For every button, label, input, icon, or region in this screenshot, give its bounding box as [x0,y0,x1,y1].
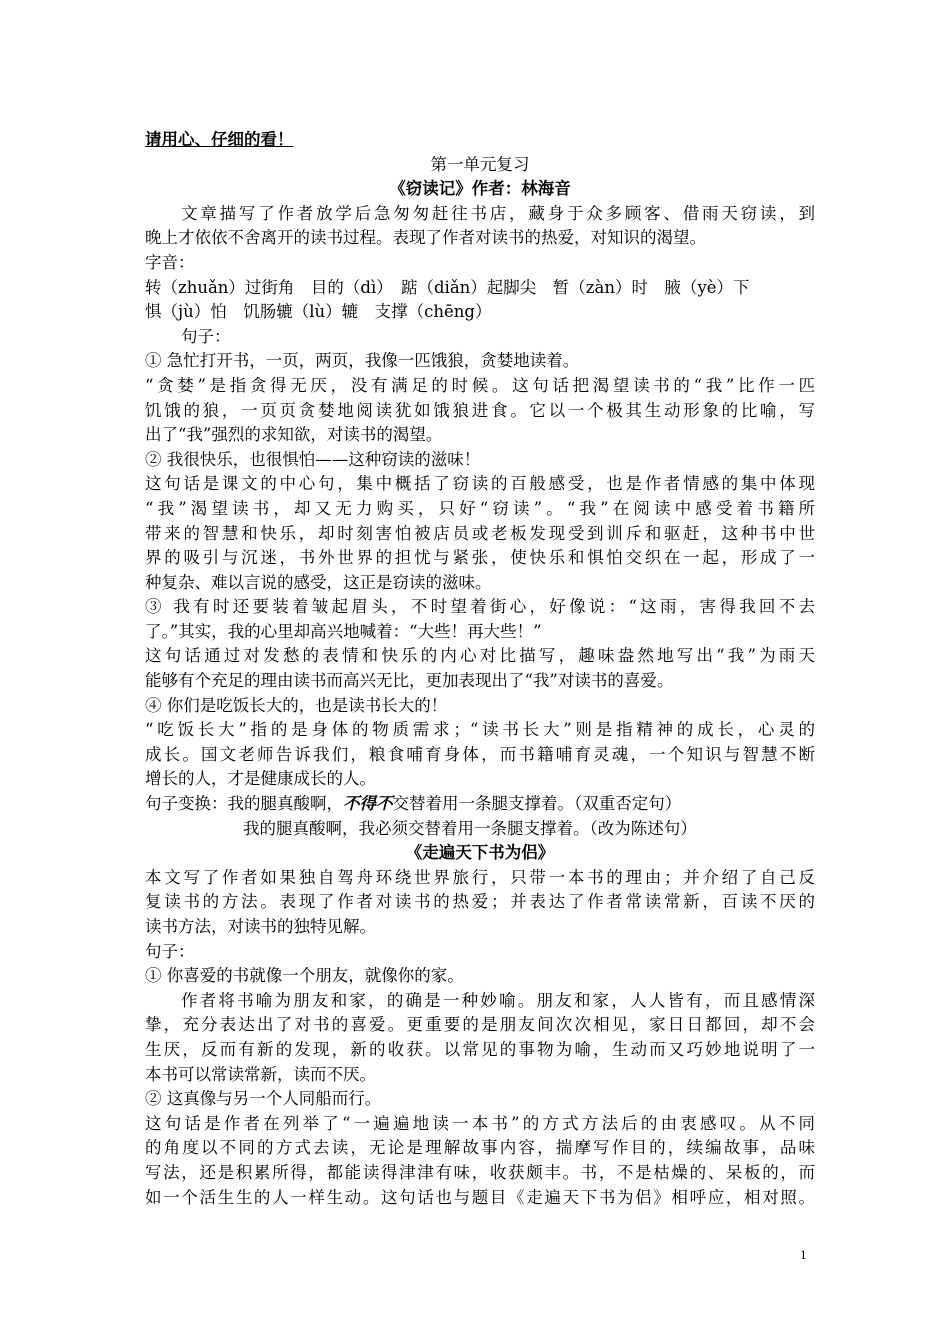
sentence-4: ④ 你们是吃饭长大的，也是读书长大的！ [145,695,448,715]
sentences-label: 句子： [145,941,195,961]
summary-line: 文章描写了作者放学后急匆匆赶往书店，藏身于众多顾客、借雨天窃读，到 [181,203,815,223]
explanation-line: 作者将书喻为朋友和家，的确是一种妙喻。朋友和家，人人皆有，而且感情深 [181,990,815,1010]
explanation-line: 界的吸引与沉迷，书外世界的担忧与紧张，使快乐和惧怕交织在一起，形成了一 [145,548,815,568]
summary-line: 读书方法，对读书的独特见解。 [145,917,376,936]
sentence-2: ② 我很快乐，也很惧怕——这种窃读的滋味！ [145,449,481,469]
explanation-line: 的角度以不同的方式去读，无论是理解故事内容，揣摩写作目的，续编故事，品味 [145,1138,815,1158]
section-title-zoubian: 《走遍天下书为侣》 [405,843,555,863]
summary-line: 本文写了作者如果独自驾舟环绕世界旅行，只带一本书的理由；并介绍了自己反 [145,867,815,887]
header-note: 请用心、仔细的看！ [145,130,294,149]
explanation-line: “我”渴望读书，却又无力购买，只好“窃读”。“我”在阅读中感受着书籍所 [145,498,815,518]
explanation-line: 这句话通过对发愁的表情和快乐的内心对比描写，趣味盎然地写出“我”为雨天 [145,646,815,666]
pronunciation-label: 字音： [145,252,195,272]
section-title-qiedu: 《窃读记》作者：林海音 [389,179,571,199]
explanation-line: 成长。国文老师告诉我们，粮食哺育身体，而书籍哺育灵魂，一个知识与智慧不断 [145,744,815,764]
emphasis-text: 不得不 [343,794,393,814]
sentence-3-cont: 了。”其实，我的心里却高兴地喊着：“大些！再大些！” [145,621,542,641]
explanation-line: 能够有个充足的理由读书而高兴无比，更加表现出了“我”对读书的喜爱。 [145,671,674,691]
explanation-line: 这句话是课文的中心句，集中概括了窃读的百般感受，也是作者情感的集中体现 [145,474,815,494]
summary-line: 复读书的方法。表现了作者对读书的热爱；并表达了作者常读常新，百读不厌的 [145,892,815,912]
transform-text: 我的腿真酸啊， [227,794,343,814]
sentence-1: ① 急忙打开书，一页，两页，我像一匹饿狼，贪婪地读着。 [145,351,580,371]
transform-text: 交替着用一条腿支撑着。（双重否定句） [392,794,682,814]
explanation-line: 本书可以常读常新，读而不厌。 [145,1064,376,1084]
transform-label: 句子变换： [145,794,228,814]
explanation-line: 增长的人，才是健康成长的人。 [145,769,376,789]
explanation-line: “贪婪”是指贪得无厌，没有满足的时候。这句话把渴望读书的“我”比作一匹 [145,375,815,395]
sentences-label: 句子： [181,326,231,346]
explanation-line: 种复杂、难以言说的感受，这正是窃读的滋味。 [145,572,492,592]
unit-title: 第一单元复习 [430,154,530,174]
explanation-line: 带来的智慧和快乐，却时刻害怕被店员或老板发现受到训斥和驱赶，这种书中世 [145,523,815,543]
sentence-3: ③ 我有时还要装着皱起眉头，不时望着街心，好像说：“这雨，害得我回不去 [145,597,815,617]
sentence-1: ① 你喜爱的书就像一个朋友，就像你的家。 [145,966,464,986]
explanation-line: 如一个活生生的人一样生动。这句话也与题目《走遍天下书为侣》相呼应，相对照。 [145,1187,815,1207]
explanation-line: 挚，充分表达出了对书的喜爱。更重要的是朋友间次次相见，家日日都回，却不会 [145,1015,815,1035]
page-number: 1 [800,1247,807,1262]
explanation-line: “吃饭长大”指的是身体的物质需求；“读书长大”则是指精神的成长，心灵的 [145,720,815,740]
pronunciation-line: 转（zhuǎn）过街角 目的（dì） 踮（diǎn）起脚尖 暂（zàn）时 腋（yè）下 [145,277,750,297]
explanation-line: 出了“我”强烈的求知欲，对读书的渴望。 [145,425,443,445]
explanation-line: 饥饿的狼，一页页贪婪地阅读犹如饿狼进食。它以一个极其生动形象的比喻，写 [145,400,815,420]
summary-line: 晚上才依依不舍离开的读书过程。表现了作者对读书的热爱，对知识的渴望。 [145,228,706,248]
document-page [145,128,815,1210]
explanation-line: 写法，还是积累所得，都能读得津津有味，收获颇丰。书，不是枯燥的、呆板的，而 [145,1162,815,1182]
sentence-transform-1 [145,792,815,817]
explanation-line: 这句话是作者在列举了“一遍遍地读一本书”的方式方法后的由衷感叹。从不同 [145,1113,815,1133]
explanation-line: 生厌，反而有新的发现，新的收获。以常见的事物为喻，生动而又巧妙地说明了一 [145,1039,815,1059]
sentence-transform-2: 我的腿真酸啊，我必须交替着用一条腿支撑着。（改为陈述句） [243,818,697,838]
sentence-2: ② 这真像与另一个人同船而行。 [145,1089,382,1109]
pronunciation-line: 惧（jù）怕 饥肠辘（lù）辘 支撑（chēng） [145,302,492,322]
